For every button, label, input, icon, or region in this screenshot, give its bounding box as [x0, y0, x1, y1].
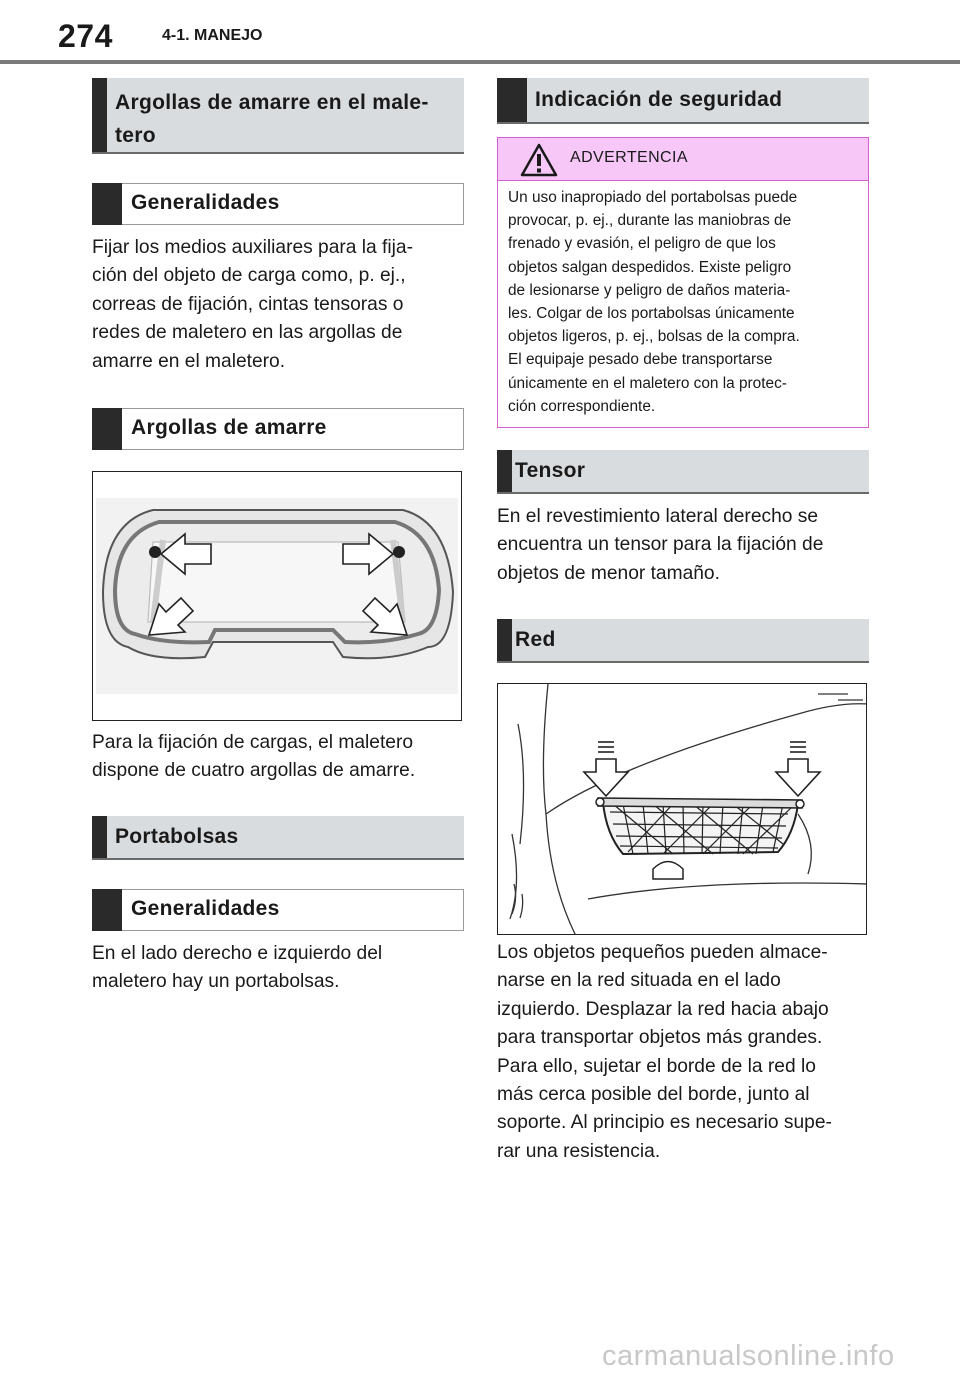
header-rule — [0, 60, 960, 64]
warning-title: ADVERTENCIA — [570, 149, 688, 166]
heading-text: Red — [515, 628, 556, 651]
warning-text: Un uso inapropiado del portabolsas puede provocar, p. ej., durante las maniobras de frenado y evasión, el peligro de que los objetos salgan despedidos. Existe peligro de lesionarse y peligro de daños materia- les. Colgar de los portabolsas únicamente objetos ligeros, p. ej., bolsas de la compra. El equipaje pesado debe transportarse únicamente en el maletero con la protec- ción correspondiente. — [508, 189, 800, 415]
heading-bar — [92, 816, 107, 858]
warning-box — [497, 137, 869, 428]
heading-bar — [497, 450, 512, 492]
heading-indicacion-seguridad — [497, 78, 869, 124]
warning-header — [498, 138, 868, 181]
paragraph-cuatro-argollas: Para la fijación de cargas, el maletero dispone de cuatro argollas de amarre. — [92, 732, 416, 782]
heading-bar — [92, 889, 122, 931]
subheading-text: Generalidades — [131, 897, 280, 920]
heading-red — [497, 619, 869, 663]
chapter-title: 4-1. MANEJO — [162, 27, 263, 44]
paragraph-tensor: En el revestimiento lateral derecho se encuentra un tensor para la fijación de objetos de menor tamaño. — [497, 506, 824, 584]
subheading-generalidades — [92, 183, 464, 225]
subheading-text: Generalidades — [131, 191, 280, 214]
heading-bar — [92, 183, 122, 225]
heading-tensor — [497, 450, 869, 494]
paragraph-fijar: Fijar los medios auxiliares para la fija- ción del objeto de carga como, p. ej., correas de fijación, cintas tensoras o redes de maletero en las argollas de amarre en el maletero. — [92, 237, 413, 372]
heading-bar — [497, 78, 527, 122]
warning-triangle-icon — [520, 143, 558, 177]
heading-bar — [92, 78, 107, 152]
subheading-argollas — [92, 408, 464, 450]
heading-text: Tensor — [515, 459, 586, 482]
heading-bar — [497, 619, 512, 661]
page-number: 274 — [58, 18, 113, 54]
heading-text: Argollas de amarre en el male- tero — [115, 91, 429, 147]
heading-text: Portabolsas — [115, 825, 239, 848]
net-illustration — [498, 684, 867, 935]
subheading-generalidades-2 — [92, 889, 464, 931]
heading-text: Indicación de seguridad — [535, 88, 783, 111]
heading-portabolsas — [92, 816, 464, 860]
trunk-illustration — [93, 472, 462, 721]
net-figure — [497, 683, 867, 935]
heading-argollas-maletero — [92, 78, 464, 154]
heading-bar — [92, 408, 122, 450]
watermark: carmanualsonline.info — [602, 1340, 895, 1372]
paragraph-red: Los objetos pequeños pueden almace- narse en la red situada en el lado izquierdo. Desplazar la red hacia abajo para transportar objetos más grandes. Para ello, sujetar el borde de la red lo más cerca posible del borde, junto al soporte. Al principio es necesario supe- rar una resistencia. — [497, 942, 832, 1162]
trunk-tiedown-figure — [92, 471, 462, 721]
subheading-text: Argollas de amarre — [131, 416, 327, 439]
paragraph-portabolsas: En el lado derecho e izquierdo del maletero hay un portabolsas. — [92, 943, 383, 993]
